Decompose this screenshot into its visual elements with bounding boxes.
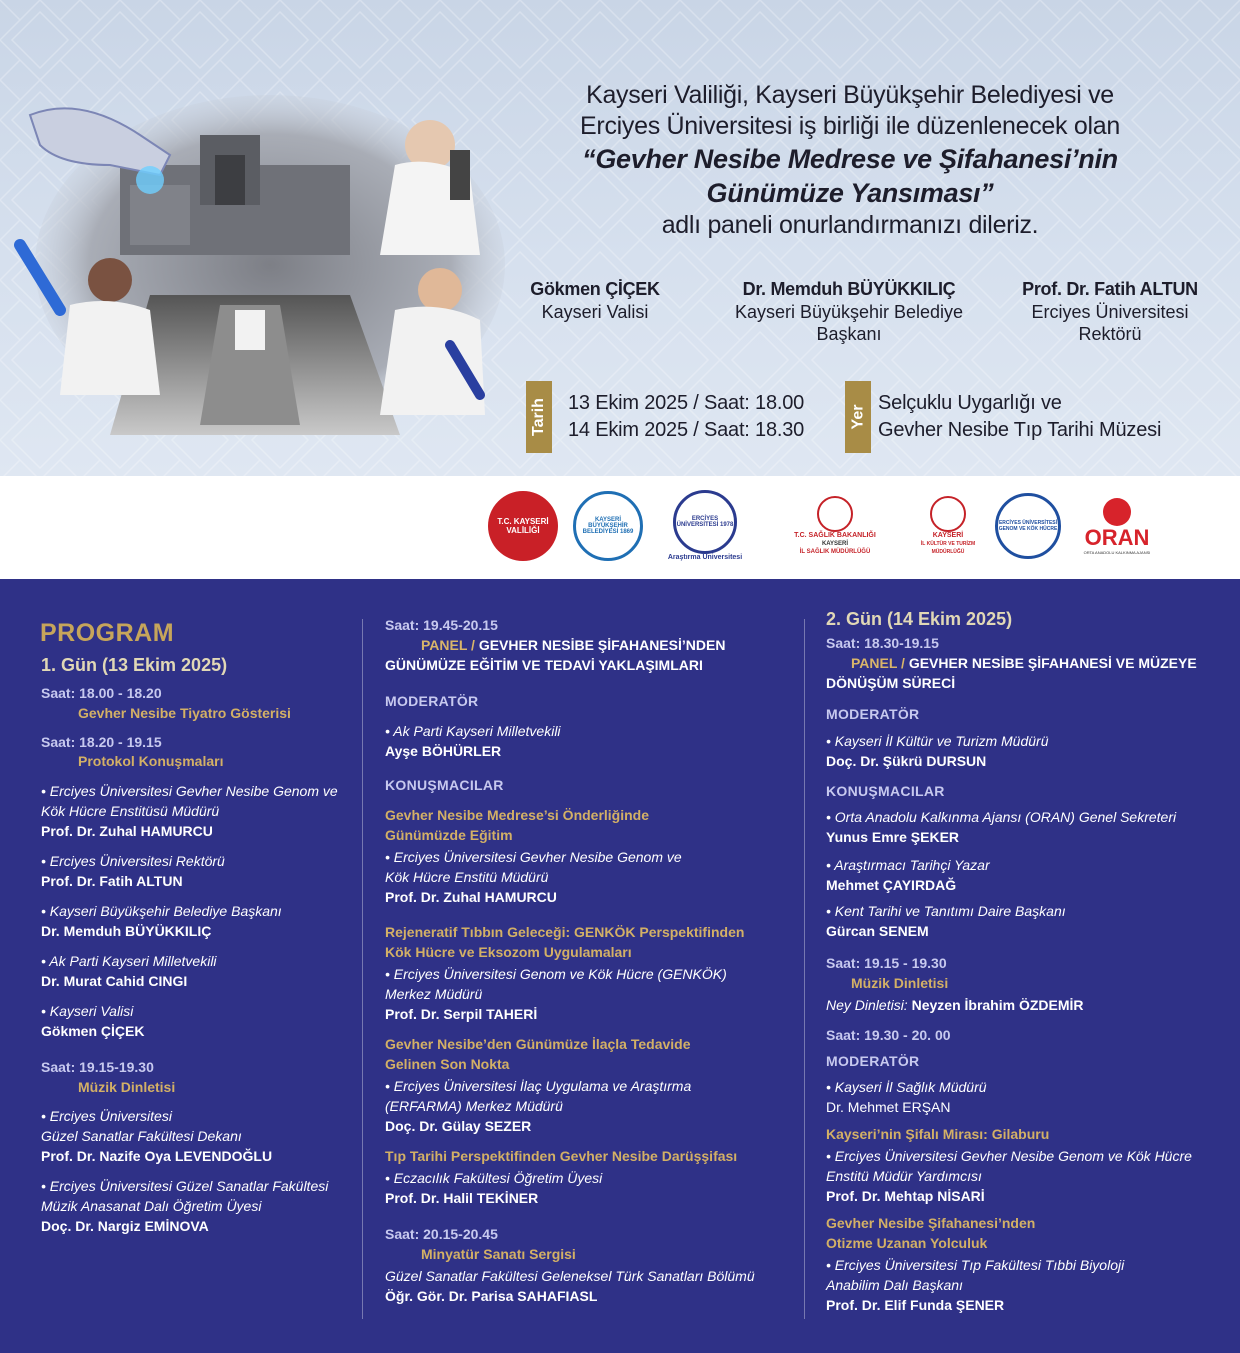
signer-name: Gökmen ÇİÇEK <box>530 279 660 299</box>
belediye-emblem: KAYSERİ BÜYÜKŞEHİR BELEDİYESİ 1869 <box>573 491 643 561</box>
kultur-caption-3: MÜDÜRLÜĞÜ <box>931 549 965 555</box>
speaker-name: Ayşe BÖHÜRLER <box>385 743 502 759</box>
session-title: Müzik Dinletisi <box>78 1079 176 1095</box>
speaker-name: Öğr. Gör. Dr. Parisa SAHAFIASL <box>385 1288 598 1304</box>
speaker-name: Prof. Dr. Nazife Oya LEVENDOĞLU <box>41 1148 273 1164</box>
invitation-line-3: adlı paneli onurlandırmanızı dileriz. <box>661 211 1039 239</box>
speaker-name: Doç. Dr. Nargiz EMİNOVA <box>41 1218 209 1234</box>
speaker-role: • Ak Parti Kayseri Milletvekili <box>385 723 561 739</box>
speaker-name: Prof. Dr. Mehtap NİSARİ <box>826 1188 985 1204</box>
invitation-text <box>520 80 1180 241</box>
collage-image <box>0 95 510 445</box>
panel-title: GÜNÜMÜZE EĞİTİM VE TEDAVİ YAKLAŞIMLARI <box>385 657 703 673</box>
speaker-name: Mehmet ÇAYIRDAĞ <box>826 877 957 893</box>
speaker-name: Prof. Dr. Serpil TAHERİ <box>385 1006 538 1022</box>
belediye-logo <box>570 486 646 566</box>
speaker-name: Prof. Dr. Zuhal HAMURCU <box>385 889 557 905</box>
kultur-caption-2: İL KÜLTÜR VE TURİZM <box>920 541 976 547</box>
session-title: Müzik Dinletisi <box>851 975 949 991</box>
speaker-role: Kök Hücre Enstitü Müdürü <box>385 869 549 885</box>
session-title: Gevher Nesibe Şifahanesi’nden <box>826 1215 1036 1231</box>
signer-title: Erciyes Üniversitesi <box>1031 302 1189 322</box>
speaker-role: • Erciyes Üniversitesi Gevher Nesibe Genom ve <box>41 783 338 799</box>
section-heading: KONUŞMACILAR <box>385 777 504 793</box>
speaker-role: (ERFARMA) Merkez Müdürü <box>385 1098 563 1114</box>
panel-label: PANEL / <box>421 637 479 653</box>
speaker-name: Doç. Dr. Şükrü DURSUN <box>826 753 987 769</box>
speaker-role: Güzel Sanatlar Fakültesi Dekanı <box>41 1128 242 1144</box>
speaker-role: • Kayseri İl Kültür ve Turizm Müdürü <box>826 733 1049 749</box>
session-title: Protokol Konuşmaları <box>78 753 224 769</box>
session-time: Saat: 18.20 - 19.15 <box>41 734 162 750</box>
section-heading: KONUŞMACILAR <box>826 783 945 799</box>
invitation-header <box>0 0 1240 476</box>
speaker-name: Dr. Memduh BÜYÜKKILIÇ <box>41 923 212 939</box>
valilik-emblem: T.C. KAYSERİ VALİLİĞİ <box>488 491 558 561</box>
session-title: Gevher Nesibe Medrese’si Önderliğinde <box>385 807 650 823</box>
session-time: Saat: 20.15-20.45 <box>385 1226 498 1242</box>
speaker-role: • Erciyes Üniversitesi Gevher Nesibe Genom ve <box>385 849 682 865</box>
session-title: Gevher Nesibe’den Günümüze İlaçla Tedavide <box>385 1036 691 1052</box>
session-time: Saat: 19.45-20.15 <box>385 617 498 633</box>
speaker-name: Dr. Murat Cahid CINGI <box>41 973 188 989</box>
invitation-line-2: Erciyes Üniversitesi iş birliği ile düzenlenecek olan <box>580 112 1120 140</box>
session-title: Tıp Tarihi Perspektifinden Gevher Nesibe Darüşşifası <box>385 1148 738 1164</box>
speaker-role: Müzik Anasanat Dalı Öğretim Üyesi <box>41 1198 262 1214</box>
speaker-role: Merkez Müdürü <box>385 986 483 1002</box>
signer-name: Prof. Dr. Fatih ALTUN <box>1022 279 1198 299</box>
speaker-name: Dr. Mehmet ERŞAN <box>826 1099 951 1115</box>
session-title: Rejeneratif Tıbbın Geleceği: GENKÖK Perspektifinden <box>385 924 745 940</box>
speaker-role: • Erciyes Üniversitesi Tıp Fakültesi Tıbbi Biyoloji <box>826 1257 1125 1273</box>
session-title: Otizme Uzanan Yolculuk <box>826 1235 988 1251</box>
logo-strip <box>0 476 1240 579</box>
speaker-role: • Erciyes Üniversitesi <box>41 1108 172 1124</box>
saglik-logo <box>775 486 895 566</box>
genkok-emblem: ERCİYES ÜNİVERSİTESİ GENOM VE KÖK HÜCRE <box>995 493 1061 559</box>
kultur-caption-1: KAYSERİ <box>932 532 964 539</box>
place-line-1: Selçuklu Uygarlığı ve <box>878 392 1062 414</box>
speaker-name: Yunus Emre ŞEKER <box>826 829 960 845</box>
speaker-name: Gürcan SENEM <box>826 923 929 939</box>
date-1: 13 Ekim 2025 / Saat: 18.00 <box>568 392 805 414</box>
speaker-role: • Kayseri Büyükşehir Belediye Başkanı <box>41 903 282 919</box>
session-title: Kayseri’nin Şifalı Mirası: Gilaburu <box>826 1126 1050 1142</box>
performer-name: Neyzen İbrahim ÖZDEMİR <box>911 997 1084 1013</box>
speaker-role: • Kayseri İl Sağlık Müdürü <box>826 1079 987 1095</box>
erciyes-logo <box>655 486 755 566</box>
day-heading: 1. Gün (13 Ekim 2025) <box>41 655 228 675</box>
saglik-caption-1: T.C. SAĞLIK BAKANLIĞI <box>794 532 876 539</box>
speaker-name: Gökmen ÇİÇEK <box>41 1023 145 1039</box>
speaker-role: • Kayseri Valisi <box>41 1003 134 1019</box>
signer-title-2: Başkanı <box>816 324 882 344</box>
session-title: Gelinen Son Nokta <box>385 1056 510 1072</box>
speaker-role: • Kent Tarihi ve Tanıtımı Daire Başkanı <box>826 903 1066 919</box>
oran-wordmark: ORAN <box>1084 524 1150 550</box>
signer-baskan <box>718 277 980 345</box>
kultur-emblem-icon <box>930 496 966 532</box>
valilik-logo <box>485 486 561 566</box>
speaker-name: Prof. Dr. Halil TEKİNER <box>385 1190 539 1206</box>
saglik-caption-2: KAYSERİ <box>821 541 849 547</box>
session-time: Saat: 19.15 - 19.30 <box>826 955 947 971</box>
speaker-role: • Araştırmacı Tarihçi Yazar <box>826 857 990 873</box>
panel-title-1: “Gevher Nesibe Medrese ve Şifahanesi’nin <box>582 144 1118 174</box>
panel-label: PANEL / <box>851 655 909 671</box>
invitation-line-1: Kayseri Valiliği, Kayseri Büyükşehir Belediyesi ve <box>586 81 1114 109</box>
panel-title: GEVHER NESİBE ŞİFAHANESİ’NDEN <box>478 637 726 653</box>
signer-title-2: Rektörü <box>1078 324 1142 344</box>
program-title: PROGRAM <box>40 619 175 647</box>
date-tag: Tarih <box>526 381 552 453</box>
panel-title: GEVHER NESİBE ŞİFAHANESİ VE MÜZEYE <box>908 655 1197 671</box>
section-heading: MODERATÖR <box>826 1053 920 1069</box>
oran-caption: ORTA ANADOLU KALKINMA AJANSI <box>1083 549 1151 555</box>
signer-title: Kayseri Valisi <box>541 302 649 322</box>
session-title: Minyatür Sanatı Sergisi <box>421 1246 576 1262</box>
speaker-role: Enstitü Müdür Yardımcısı <box>826 1168 982 1184</box>
section-heading: MODERATÖR <box>385 693 479 709</box>
speaker-role: • Erciyes Üniversitesi Rektörü <box>41 853 225 869</box>
panel-heading <box>421 635 725 655</box>
speaker-name: Prof. Dr. Fatih ALTUN <box>41 873 183 889</box>
date-2: 14 Ekim 2025 / Saat: 18.30 <box>568 419 805 441</box>
signer-title: Kayseri Büyükşehir Belediye <box>734 302 964 322</box>
place-tag: Yer <box>845 381 871 453</box>
recital-label: Ney Dinletisi: <box>826 997 912 1013</box>
session-time: Saat: 18.00 - 18.20 <box>41 685 162 701</box>
speaker-role: Kök Hücre Enstitüsü Müdürü <box>41 803 220 819</box>
erciyes-caption: Araştırma Üniversitesi <box>667 554 743 561</box>
panel-title-2: Günümüze Yansıması” <box>706 178 994 208</box>
day-heading: 2. Gün (14 Ekim 2025) <box>826 609 1013 629</box>
session-title: Kök Hücre ve Eksozom Uygulamaları <box>385 944 632 960</box>
speaker-role: Güzel Sanatlar Fakültesi Geleneksel Türk Sanatları Bölümü <box>385 1268 755 1284</box>
signer-rektor <box>1010 277 1210 345</box>
speaker-name: Doç. Dr. Gülay SEZER <box>385 1118 532 1134</box>
session-title: Günümüzde Eğitim <box>385 827 513 843</box>
genkok-logo <box>990 486 1066 566</box>
panel-title: DÖNÜŞÜM SÜRECİ <box>826 675 956 691</box>
speaker-role: Anabilim Dalı Başkanı <box>826 1277 963 1293</box>
signer-name: Dr. Memduh BÜYÜKKILIÇ <box>742 279 956 299</box>
erciyes-emblem: ERCİYES ÜNİVERSİTESİ 1978 <box>673 490 737 554</box>
oran-emblem-icon <box>1103 498 1131 526</box>
signers <box>500 277 1230 357</box>
ney-recital <box>826 995 1084 1015</box>
saglik-caption-3: İL SAĞLIK MÜDÜRLÜĞÜ <box>799 549 871 555</box>
session-title: Gevher Nesibe Tiyatro Gösterisi <box>78 705 291 721</box>
speaker-role: • Erciyes Üniversitesi İlaç Uygulama ve Araştırma <box>385 1078 692 1094</box>
kultur-logo <box>910 486 986 566</box>
event-dates <box>568 390 804 444</box>
collage-illustration <box>0 95 510 445</box>
program-section <box>0 579 1240 1353</box>
speaker-role: • Erciyes Üniversitesi Gevher Nesibe Genom ve Kök Hücre <box>826 1148 1192 1164</box>
speaker-role: • Erciyes Üniversitesi Güzel Sanatlar Fakültesi <box>41 1178 329 1194</box>
place-line-2: Gevher Nesibe Tıp Tarihi Müzesi <box>878 419 1162 441</box>
speaker-role: • Eczacılık Fakültesi Öğretim Üyesi <box>385 1170 603 1186</box>
speaker-role: • Orta Anadolu Kalkınma Ajansı (ORAN) Genel Sekreteri <box>826 809 1177 825</box>
event-place <box>878 390 1161 444</box>
panel-heading <box>851 653 1197 673</box>
speaker-role: • Ak Parti Kayseri Milletvekili <box>41 953 217 969</box>
saglik-emblem-icon <box>817 496 853 532</box>
column-divider <box>804 619 805 1319</box>
column-divider <box>362 619 363 1319</box>
signer-vali <box>500 277 690 323</box>
session-time: Saat: 19.30 - 20. 00 <box>826 1027 951 1043</box>
speaker-name: Prof. Dr. Elif Funda ŞENER <box>826 1297 1005 1313</box>
oran-logo <box>1072 486 1162 566</box>
speaker-role: • Erciyes Üniversitesi Genom ve Kök Hücre (GENKÖK) <box>385 966 727 982</box>
section-heading: MODERATÖR <box>826 706 920 722</box>
speaker-name: Prof. Dr. Zuhal HAMURCU <box>41 823 213 839</box>
session-time: Saat: 18.30-19.15 <box>826 635 939 651</box>
session-time: Saat: 19.15-19.30 <box>41 1059 154 1075</box>
